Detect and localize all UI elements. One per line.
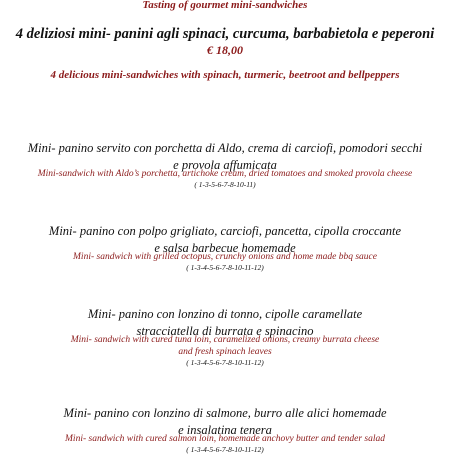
item-allergens: ( 1-3-4-5-6-7-8-10-11-12) <box>186 263 264 272</box>
item-italian-line: Mini- panino con polpo grigliato, carciofi, pancetta, cipolla croccante <box>48 224 402 238</box>
item-italian-line: e insalatina tenera <box>178 423 272 437</box>
item-allergens: ( 1-3-4-5-6-7-8-10-11-12) <box>186 358 264 367</box>
item-english-description <box>0 168 450 180</box>
item-italian-line: Mini- panino con lonzino di tonno, cipolle caramellate <box>87 307 363 321</box>
item-italian-line: Mini- panino servito con porchetta di Aldo, crema di carciofi, pomodori secchi <box>27 141 423 155</box>
header-title: Tasting of gourmet mini-sandwiches <box>142 0 308 11</box>
item-allergens: ( 1-3-4-5-6-7-8-10-11-12) <box>186 445 264 454</box>
item-italian-line: Mini- panino con lonzino di salmone, burro alle alici homemade <box>63 406 387 420</box>
item-english-line: Mini- sandwich with cured tuna loin, caramelized onions, creamy burrata cheese <box>70 335 380 345</box>
header-english-description: 4 delicious mini-sandwiches with spinach, turmeric, beetroot and bellpeppers <box>50 69 400 81</box>
item-italian-line: stracciatella di burrata e spinacino <box>136 324 314 338</box>
item-allergens: ( 1-3-5-6-7-8-10-11) <box>194 180 256 189</box>
item-english-description <box>0 251 450 263</box>
header-price: € 18,00 <box>207 43 243 57</box>
item-english-description <box>0 334 450 358</box>
item-english-line: and fresh spinach leaves <box>178 347 272 357</box>
item-italian-line: e provola affumicata <box>173 158 277 172</box>
item-english-line: Mini-sandwich with Aldo’s porchetta, artichoke cream, dried tomatoes and smoked provola cheese <box>37 169 413 179</box>
item-english-line: Mini- sandwich with grilled octopus, crunchy onions and home made bbq sauce <box>73 252 377 262</box>
item-english-line: Mini- sandwich with cured salmon loin, homemade anchovy butter and tender salad <box>65 434 385 444</box>
item-italian-line: e salsa barbecue homemade <box>154 241 296 255</box>
item-english-description <box>0 433 450 445</box>
header-main-description: 4 deliziosi mini- panini agli spinaci, curcuma, barbabietola e peperoni <box>15 26 435 42</box>
